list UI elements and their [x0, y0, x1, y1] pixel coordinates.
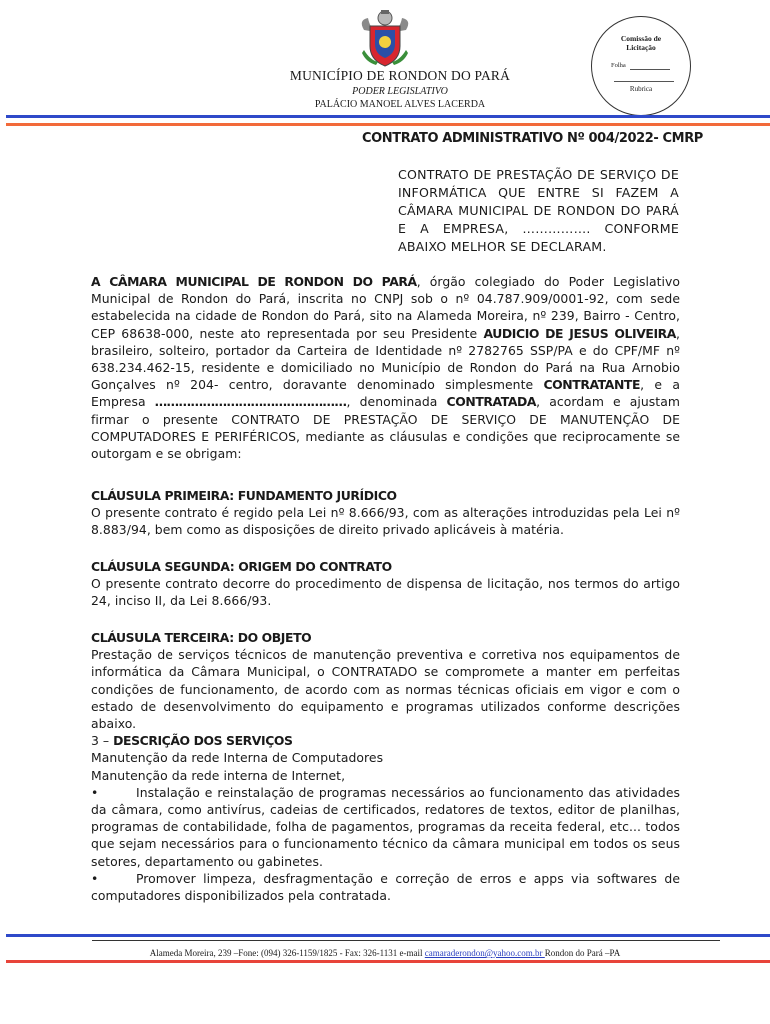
footer-rule-thin [92, 940, 720, 941]
chamber-name: A CÂMARA MUNICIPAL DE RONDON DO PARÁ [91, 274, 417, 289]
footer-address [0, 948, 770, 958]
clause-2 [91, 558, 680, 610]
palace-subtitle: PALÁCIO MANOEL ALVES LACERDA [314, 99, 486, 110]
intro-text-a: , órgão colegiado do Poder Legislativo Municipal de Rondon do Pará, inscrita no CNPJ sob o nº 04.787.909/0001-92, com sede estabelecida na cidade de Rondon do Pará, sito na Alameda Moreira, nº 239, Bairro - Centro, CEP 68638-000, neste ato representada por seu Presidente [91, 274, 680, 341]
intro-text-d: , denominada [346, 394, 447, 410]
intro-text-c: , e a Empresa [91, 377, 680, 410]
clause-3-heading: CLÁUSULA TERCEIRA: DO OBJETO [91, 630, 312, 645]
contratada-label: CONTRATADA [446, 394, 537, 410]
bullet-icon: • [91, 870, 99, 886]
stamp-folha-label: Folha [611, 62, 626, 69]
stamp-title-line1: Comissão de [620, 34, 662, 43]
footer-text-b: Rondon do Pará –PA [544, 948, 621, 958]
contract-summary: CONTRATO DE PRESTAÇÃO DE SERVIÇO DE INFORMÁTICA QUE ENTRE SI FAZEM A CÂMARA MUNICIPAL DE RONDON DO PARÁ E A EMPRESA, ……………. CONFORME ABAIXO MELHOR SE DECLARAM. [398, 167, 679, 254]
clause-1-text: O presente contrato é regido pela Lei nº 8.666/93, com as alterações introduzidas pela Lei nº 8.883/94, bem como as disposições de direito privado aplicáveis à matéria. [91, 505, 680, 538]
president-name: AUDICIO DE JESUS OLIVEIRA [483, 325, 676, 341]
footer-email-link[interactable]: camaraderondon@yahoo.com.br [424, 948, 545, 958]
services-heading-line [91, 732, 680, 749]
header-rule-orange [6, 123, 770, 126]
contratante-label: CONTRATANTE [543, 377, 641, 393]
stamp-title [592, 34, 690, 52]
clause-2-heading: CLÁUSULA SEGUNDA: ORIGEM DO CONTRATO [91, 559, 392, 574]
stamp-rubrica-line [614, 81, 674, 82]
clause-1 [91, 487, 680, 539]
footer-rule-red [6, 960, 770, 963]
intro-text-e: , acordam e ajustam firmar o presente CONTRATO DE PRESTAÇÃO DE SERVIÇO DE MANUTENÇÃO DE COMPUTADORES E PERIFÉRICOS, mediante as cláusulas e condições que reciprocamente se outorgam e se obrigam: [91, 394, 680, 462]
stamp-folha-line [630, 69, 670, 70]
footer-text-a: Alameda Moreira, 239 –Fone: (094) 326-1159/1825 - Fax: 326-1131 e-mail [149, 948, 425, 958]
commission-stamp [591, 16, 691, 116]
branch-subtitle: PODER LEGISLATIVO [352, 86, 448, 97]
municipality-title: MUNICÍPIO DE RONDON DO PARÁ [289, 68, 511, 83]
clause-3-text: Prestação de serviços técnicos de manutenção preventiva e corretiva nos equipamentos de informática da Câmara Municipal, o CONTRATADO se compromete a manter em perfeitas condições de funcionamento, de acordo com as normas técnicas oficiais em vigor e com o estado de desenvolvimento do equipamento e programas utilizados conforme descrições abaixo. [91, 647, 680, 732]
service-bullet-1 [91, 784, 680, 870]
clause-1-heading: CLÁUSULA PRIMEIRA: FUNDAMENTO JURÍDICO [91, 488, 397, 503]
header-rule-blue [6, 115, 770, 118]
footer-rule-blue [6, 934, 770, 937]
clause-2-text: O presente contrato decorre do procedimento de dispensa de licitação, nos termos do artigo 24, inciso II, da Lei 8.666/93. [91, 576, 680, 609]
service-bullet-2-text: Promover limpeza, desfragmentação e correção de erros e apps via softwares de computadores disponibilizados pela contratada. [91, 870, 680, 904]
stamp-rubrica-label: Rubrica [629, 85, 653, 93]
service-line-1: Manutenção da rede Interna de Computadores [91, 750, 384, 766]
coat-of-arms-icon [356, 8, 414, 68]
document-title: CONTRATO ADMINISTRATIVO Nº 004/2022- CMRP [362, 131, 703, 146]
services-heading: DESCRIÇÃO DOS SERVIÇOS [113, 733, 293, 749]
bullet-icon: • [91, 784, 99, 800]
intro-text-b: , brasileiro, solteiro, portador da Carteira de Identidade nº 2782765 SSP/PA e do CPF/MF nº 638.234.462-15, residente e domiciliado no Município de Rondon do Pará na Rua Arnobio Gonçalves nº 204- centro, doravante denominado simplesmente [91, 325, 680, 393]
company-placeholder: ………………………………………… [154, 394, 347, 410]
service-line-2: Manutenção da rede interna de Internet, [91, 767, 346, 783]
intro-paragraph [91, 273, 680, 462]
stamp-title-line2: Licitação [626, 43, 656, 52]
clause-3 [91, 629, 680, 904]
services-prefix: 3 – [91, 733, 114, 749]
service-bullet-1-text: Instalação e reinstalação de programas necessários ao funcionamento das atividades da câmara, como antivírus, cadeias de certificados, redatores de textos, editor de planilhas, programas de contabilidade, folha de pagamentos, programas da receita federal, etc... todos que sejam necessários para o funcionamento técnico da câmara municipal em todos os seus setores, departamento ou gabinetes. [91, 784, 680, 869]
service-bullet-2 [91, 870, 680, 904]
